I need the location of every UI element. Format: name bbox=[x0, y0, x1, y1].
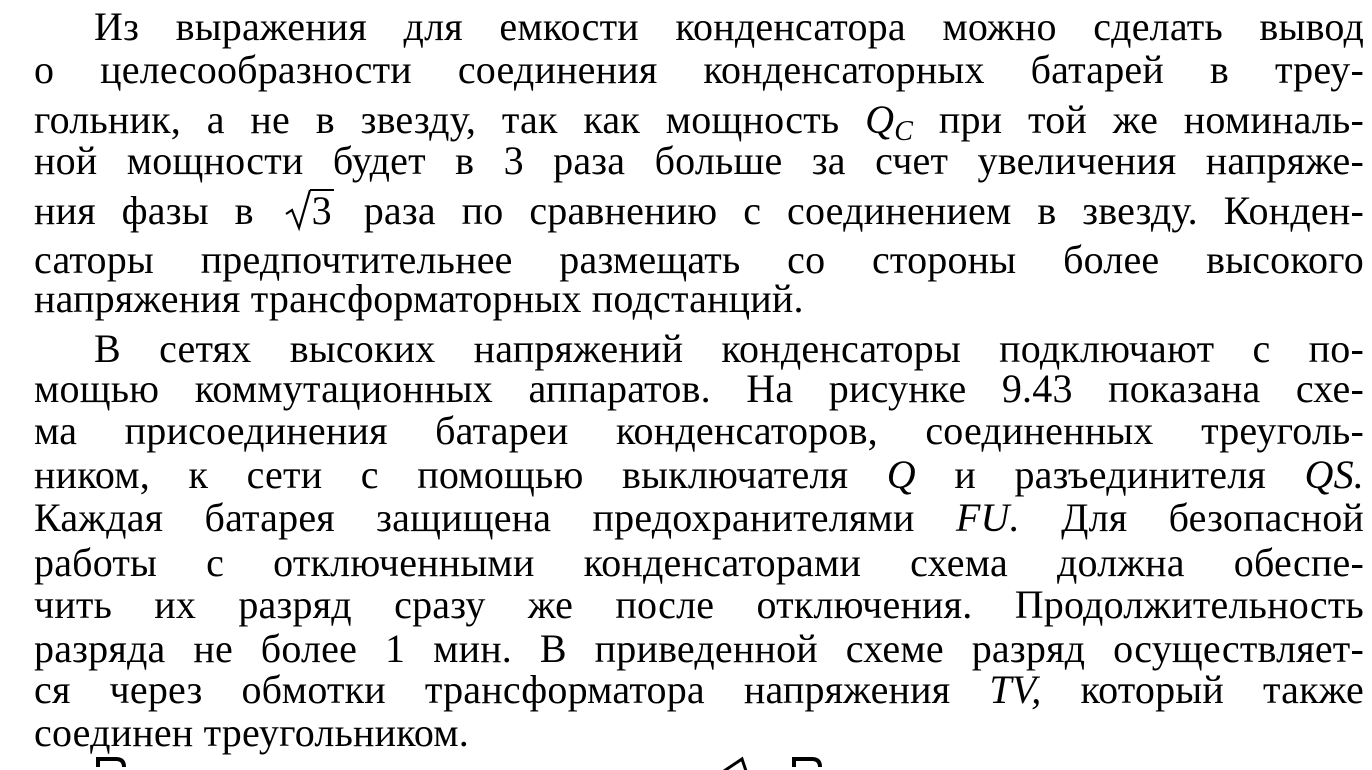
cut-off-glyph-fragments bbox=[94, 745, 1364, 770]
p2-line-5 bbox=[34, 493, 1364, 543]
text-segment: ся через обмотки трансформатора напряжения bbox=[34, 667, 951, 712]
text-segment: напряжения трансформаторных подстанций. bbox=[34, 276, 804, 321]
text-segment: В сетях высоких напряжений конденсаторы подключают с по- bbox=[94, 326, 1364, 371]
text-segment: соединен треугольником. bbox=[34, 710, 469, 755]
square-root-expression bbox=[284, 186, 334, 236]
text-segment: работы с отключенными конденсаторами схема должна обеспе- bbox=[34, 540, 1364, 585]
p1-line-7 bbox=[34, 274, 1364, 324]
radicand: 3 bbox=[311, 188, 332, 233]
text-segment: ма присоединения батареи конденсаторов, соединенных треуголь- bbox=[34, 408, 1364, 453]
voltage-transformer-symbol: TV, bbox=[989, 667, 1042, 712]
breaker-symbol: Q bbox=[886, 452, 916, 497]
disconnector-symbol: QS. bbox=[1304, 452, 1365, 497]
text-segment: Для безопасной bbox=[1061, 495, 1364, 540]
text-segment: Каждая батарея защищена предохранителями bbox=[34, 495, 915, 540]
cut-off-next-line bbox=[94, 745, 1364, 770]
text-segment: саторы предпочтительнее размещать со стороны более высокого bbox=[34, 237, 1364, 282]
radical-sign-icon bbox=[284, 184, 312, 234]
text-segment: ником, к сети с помощью выключателя bbox=[34, 452, 849, 497]
p2-line-3 bbox=[34, 406, 1364, 456]
text-segment: о целесообразности соединения конденсаторных батарей в треу- bbox=[34, 47, 1364, 92]
text-segment: разряда не более 1 мин. В приведенной схеме разряд осуществляет- bbox=[34, 626, 1364, 671]
text-segment: ной мощности будет в 3 раза больше за счет увеличения напряже- bbox=[34, 138, 1364, 183]
fuse-symbol: FU. bbox=[955, 495, 1020, 540]
text-segment: мощью коммутационных аппаратов. На рисунке 9.43 показана схе- bbox=[34, 366, 1364, 411]
text-segment: Из выражения для емкости конденсатора можно сделать вывод bbox=[94, 4, 1364, 49]
text-segment: раза по сравнению с соединением в звезду. Конден- bbox=[363, 188, 1364, 233]
text-segment: ния фазы в bbox=[34, 188, 254, 233]
p1-line-2 bbox=[34, 45, 1364, 95]
p2-line-7 bbox=[34, 580, 1364, 630]
text-segment: и разъединителя bbox=[954, 452, 1266, 497]
p1-line-5 bbox=[34, 186, 1364, 236]
text-segment: гольник, а не в звезду, так как мощность bbox=[34, 97, 840, 142]
text-segment: который также bbox=[1080, 667, 1365, 712]
subscript-c: C bbox=[894, 116, 914, 147]
p1-line-4 bbox=[34, 136, 1364, 186]
text-segment: чить их разряд сразу же после отключения. Продолжительность bbox=[34, 582, 1364, 627]
text-segment: при той же номиналь- bbox=[938, 97, 1364, 142]
symbol-q: Q bbox=[865, 97, 895, 142]
